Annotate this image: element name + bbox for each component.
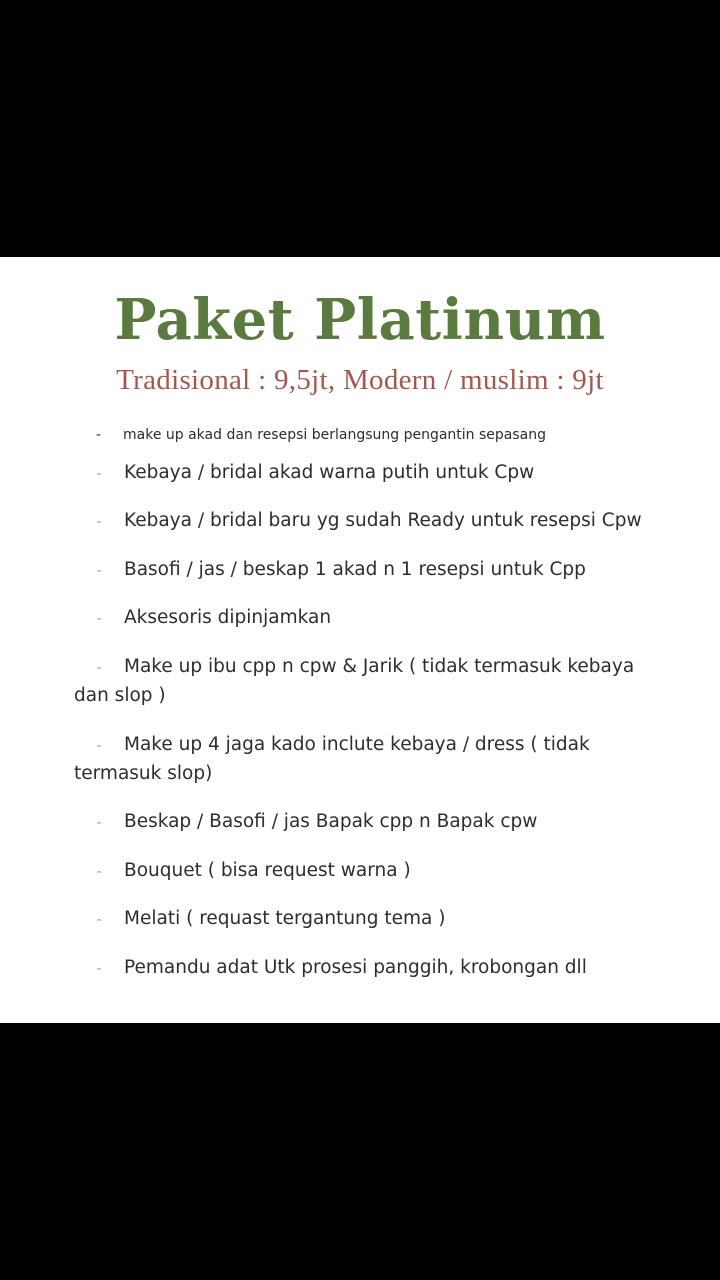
list-item: [74, 556, 674, 585]
list-item: [74, 905, 674, 934]
list-item: [74, 731, 674, 788]
list-item-text: Kebaya / bridal baru yg sudah Ready untuk resepsi Cpw: [124, 510, 642, 531]
list-item-text: Kebaya / bridal akad warna putih untuk Cpw: [124, 462, 535, 483]
list-item: [74, 857, 674, 886]
list-item: [74, 507, 674, 536]
list-item: [74, 425, 674, 445]
list-item-text: make up akad dan resepsi berlangsung pengantin sepasang: [123, 427, 547, 443]
list-bullet: -: [96, 611, 102, 627]
list-item: [74, 604, 674, 633]
list-item: [74, 954, 674, 983]
list-item-text: Bouquet ( bisa request warna ): [124, 860, 411, 881]
list-item-text: Make up ibu cpp n cpw & Jarik ( tidak termasuk kebaya dan slop ): [74, 656, 635, 706]
package-prices: Tradisional : 9,5jt, Modern / muslim : 9jt: [116, 364, 604, 396]
list-item-text: Aksesoris dipinjamkan: [124, 607, 332, 628]
list-item: [74, 653, 674, 710]
list-bullet: -: [96, 815, 102, 831]
list-bullet: -: [96, 961, 102, 977]
list-item-text: Basofi / jas / beskap 1 akad n 1 resepsi untuk Cpp: [124, 559, 586, 580]
list-bullet: -: [96, 660, 102, 676]
list-bullet: -: [96, 563, 102, 579]
list-bullet: -: [96, 514, 102, 530]
list-item-text: Beskap / Basofi / jas Bapak cpp n Bapak cpw: [124, 811, 538, 832]
list-item-text: Pemandu adat Utk prosesi panggih, krobongan dll: [124, 957, 587, 978]
list-bullet: -: [96, 466, 102, 482]
list-bullet: -: [96, 738, 102, 754]
list-item: [74, 808, 674, 837]
list-bullet: -: [96, 912, 102, 928]
price-list-card: [0, 257, 720, 1023]
list-bullet: -: [96, 864, 102, 880]
list-item: [74, 459, 674, 488]
list-item-text: Make up 4 jaga kado inclute kebaya / dress ( tidak termasuk slop): [74, 734, 590, 784]
package-title: Paket Platinum: [114, 287, 606, 353]
list-bullet: -: [95, 427, 102, 443]
list-item-text: Melati ( requast tergantung tema ): [124, 908, 446, 929]
